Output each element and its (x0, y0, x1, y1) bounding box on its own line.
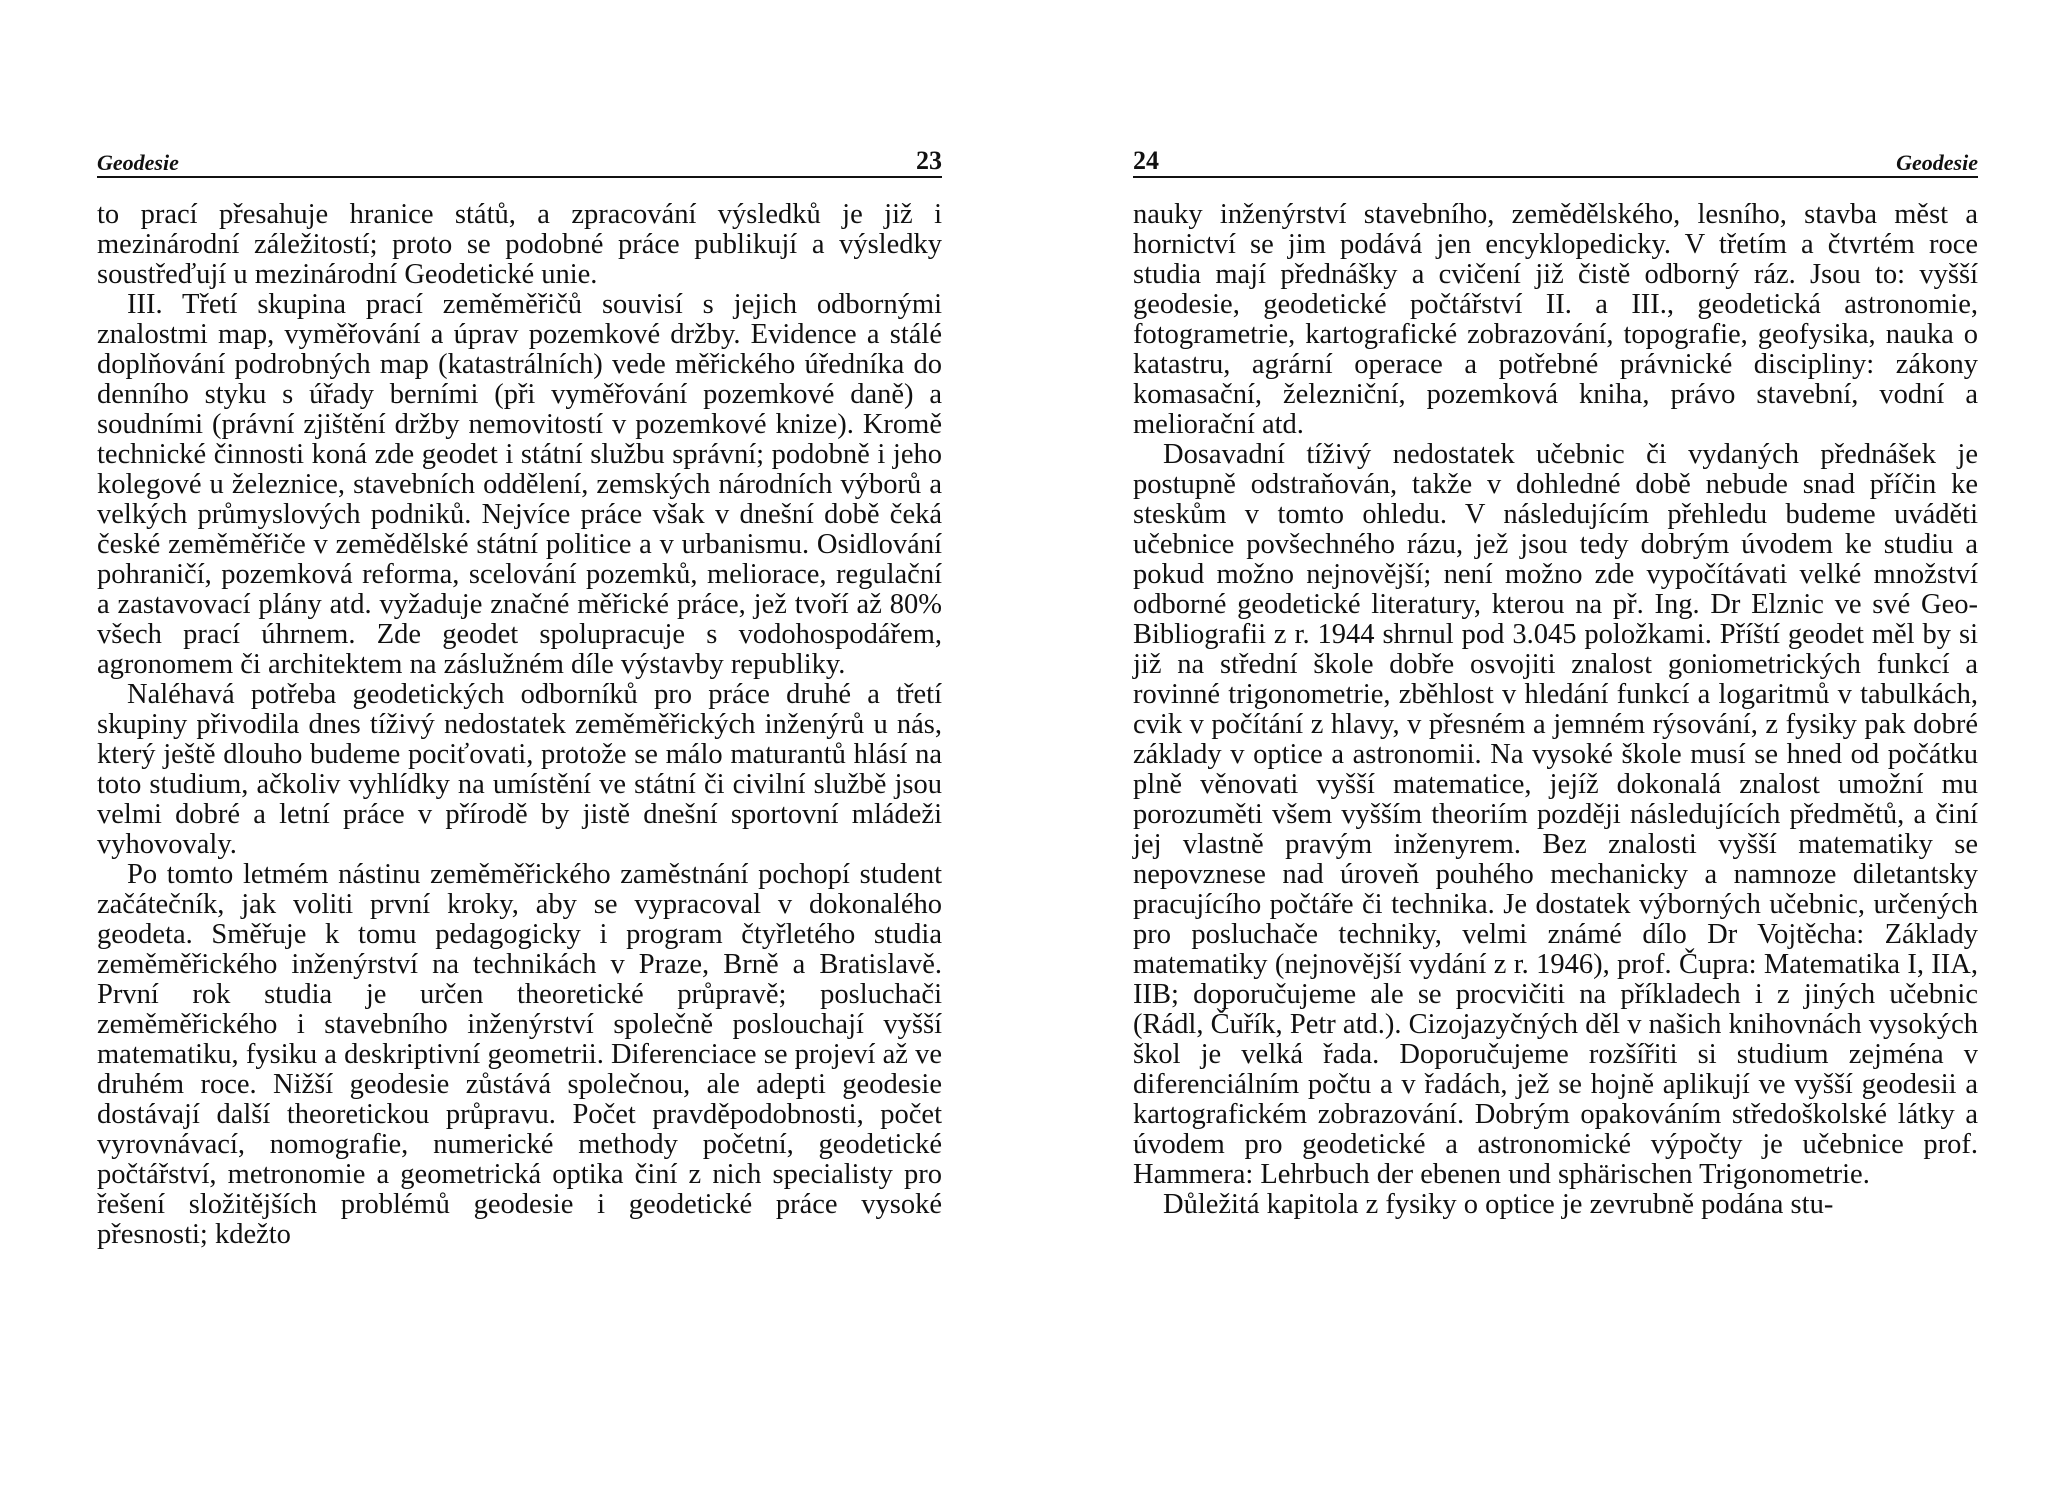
paragraph: Naléhavá potřeba geodetických odborníků pro práce druhé a třetí skupiny přivodila dnes tíživý nedostatek zeměměřických inženýrů u nás, který ještě dlouho budeme pociťovati, protože se málo maturantů hlásí na toto studium, ačkoliv vyhlídky na umístění ve státní či civilní službě jsou velmi dobré a letní práce v přírodě by jistě dnešní sportovní mládeži vyhovovaly. (97, 679, 942, 860)
page-body (97, 200, 942, 1250)
right-page (1133, 140, 1978, 1220)
paragraph: to prací přesahuje hranice států, a zpracování výsledků je již i mezinárodní záležitostí; proto se podobné práce publikují a výsledky soustřeďují u mezinárodní Geodetické unie. (97, 199, 942, 290)
running-head (1133, 140, 1978, 178)
paragraph: Dosavadní tíživý nedostatek učebnic či vydaných přednášek je postupně odstraňován, takže v dohledné době nebude snad příčin ke steskům v tomto ohledu. V následujícím přehledu budeme uváděti učebnice povšechného rázu, jež jsou tedy dobrým úvodem ke studiu a pokud možno nejnovější; není možno zde vypočítávati velké množství odborné geodetické literatury, kterou na př. Ing. Dr Elznic ve své Geo-Bibliografii z r. 1944 shrnul pod 3.045 položkami. Příští geodet měl by si již na střední škole dobře osvojiti znalost goniometrických funkcí a rovinné trigonometrie, zběhlost v hledání funkcí a logaritmů v tabulkách, cvik v počítání z hlavy, v přesném a jemném rýsování, z fysiky pak dobré základy v optice a astronomii. Na vysoké škole musí se hned od počátku plně věnovati vyšší matematice, jejíž dokonalá znalost umožní mu porozuměti všem vyšším theoriím později následujících předmětů, a činí jej vlastně pravým inženyrem. Bez znalosti vyšší matematiky se nepovznese nad úroveň pouhého mechanicky a namnoze diletantsky pracujícího počtáře či technika. Je dostatek výborných učebnic, určených pro posluchače techniky, velmi známé dílo Dr Vojtěcha: Základy matematiky (nejnovější vydání z r. 1946), prof. Čupra: Matematika I, IIA, IIB; doporučujeme ale se procvičiti na příkladech i z jiných učebnic (Rádl, Čuřík, Petr atd.). Cizojazyčných děl v našich knihovnách vysokých škol je velká řada. Doporučujeme rozšířiti si studium zejména v diferenciálním počtu a v řadách, jež se hojně aplikují ve vyšší geodesii a kartografickém zobrazování. Dobrým opakováním středoškolské látky a úvodem pro geodetické a astronomické výpočty je učebnice prof. Hammera: Lehrbuch der ebenen und sphärischen Trigonometrie. (1133, 439, 1978, 1190)
paragraph: nauky inženýrství stavebního, zemědělského, lesního, stavba měst a hornictví se jim podává jen encyklopedicky. V třetím a čtvrtém roce studia mají přednášky a cvičení již čistě odborný ráz. Jsou to: vyšší geodesie, geodetické počtářství II. a III., geodetická astronomie, fotogrametrie, kartografické zobrazování, topografie, geofysika, nauka o katastru, agrární operace a potřebné právnické discipliny: zákony komasační, železniční, pozemková kniha, právo stavební, vodní a meliorační atd. (1133, 199, 1978, 440)
left-page (97, 140, 942, 1250)
running-head (97, 140, 942, 178)
page-number: 23 (916, 146, 942, 175)
header-title: Geodesie (1896, 150, 1978, 175)
paragraph: Důležitá kapitola z fysiky o optice je zevrubně podána stu- (1163, 1189, 1834, 1220)
paragraph: III. Třetí skupina prací zeměměřičů souvisí s jejich odbornými znalostmi map, vyměřování a úprav pozemkové držby. Evidence a stálé doplňování podrobných map (katastrálních) vede měřického úředníka do denního styku s úřady berními (při vyměřování pozemkové daně) a soudními (právní zjištění držby nemovitostí v pozemkové knize). Kromě technické činnosti koná zde geodet i státní službu správní; podobně i jeho kolegové u železnice, stavebních oddělení, zemských národních výborů a velkých průmyslových podniků. Nejvíce práce však v dnešní době čeká české zeměměřiče v zemědělské státní politice a v urbanismu. Osidlování pohraničí, pozemková reforma, scelování pozemků, meliorace, regulační a zastavovací plány atd. vyžaduje značné měřické práce, jež tvoří až 80% všech prací úhrnem. Zde geodet spolupracuje s vodohospodářem, agronomem či architektem na záslužném díle výstavby republiky. (97, 289, 942, 680)
paragraph: Po tomto letmém nástinu zeměměřického zaměstnání pochopí student začátečník, jak voliti první kroky, aby se vypracoval v dokonalého geodeta. Směřuje k tomu pedagogicky i program čtyřletého studia zeměměřického inženýrství na technikách v Praze, Brně a Bratislavě. První rok studia je určen theoretické průpravě; posluchači zeměměřického i stavebního inženýrství společně poslouchají vyšší matematiku, fysiku a deskriptivní geometrii. Diferenciace se projeví až ve druhém roce. Nižší geodesie zůstává společnou, ale adepti geodesie dostávají další theoretickou průpravu. Počet pravděpodobnosti, počet vyrovnávací, nomografie, numerické methody početní, geodetické počtářství, metronomie a geometrická optika činí z nich specialisty pro řešení složitějších problémů geodesie i geodetické práce vysoké přesnosti; kdežto (97, 859, 942, 1250)
header-title: Geodesie (97, 150, 179, 175)
page-number: 24 (1133, 146, 1159, 175)
page-body (1133, 200, 1978, 1220)
